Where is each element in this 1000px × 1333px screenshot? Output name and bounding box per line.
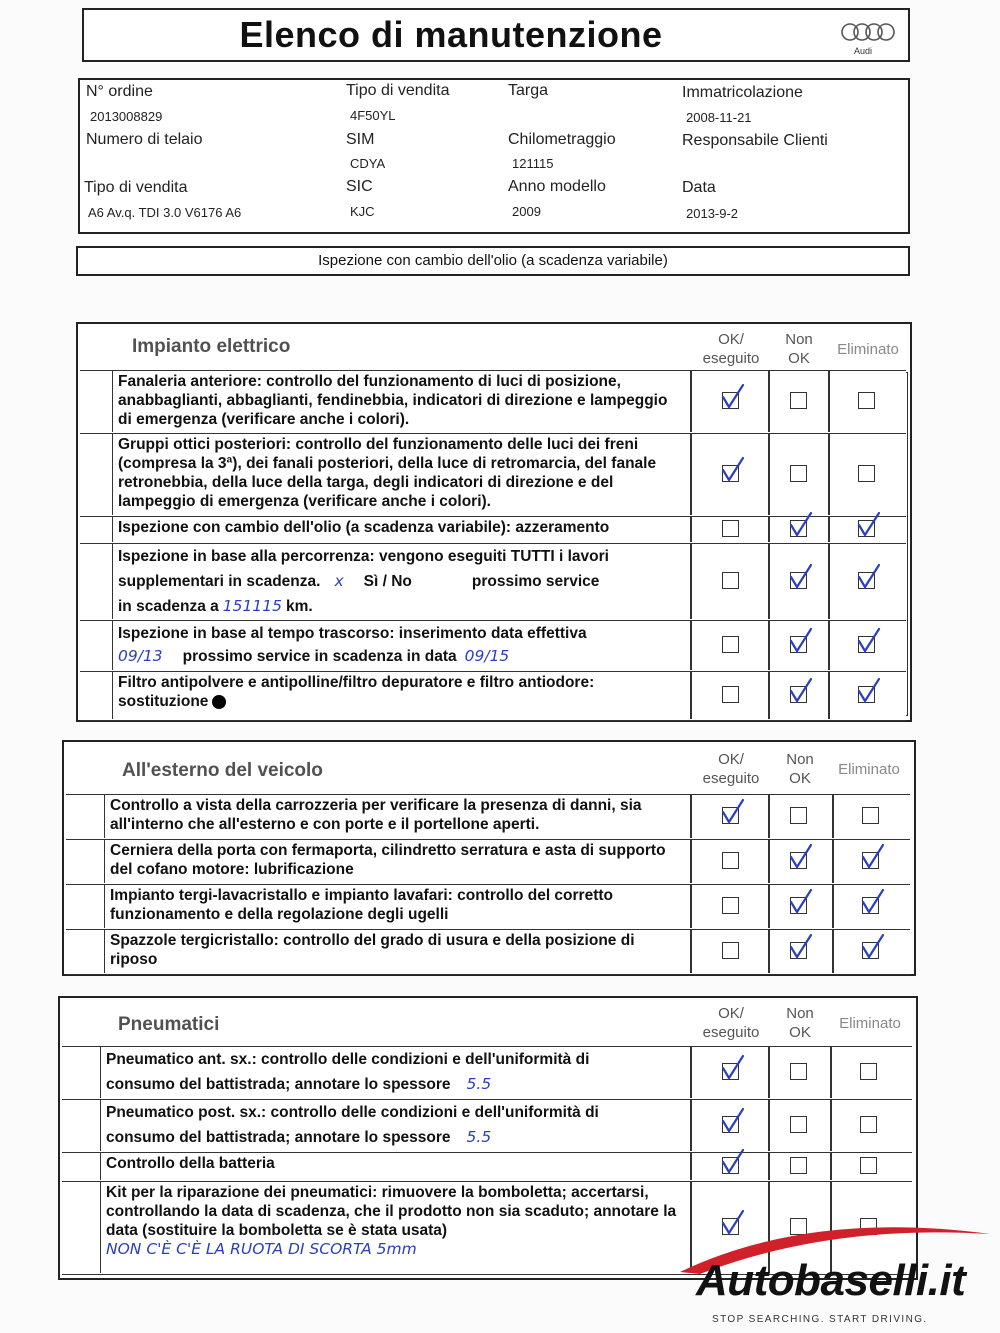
checkbox-elim[interactable] (862, 897, 879, 914)
row-text: consumo del battistrada; annotare lo spessore (106, 1129, 451, 1146)
row-line (118, 569, 684, 594)
column-divider (832, 884, 834, 928)
col-ok-header: OK/ eseguito (702, 331, 760, 367)
checkbox-ok[interactable] (722, 686, 739, 703)
row-gutter (80, 433, 113, 515)
checkbox-elim[interactable] (858, 392, 875, 409)
column-divider (768, 620, 770, 670)
row-gutter (66, 929, 105, 973)
row-gutter (62, 1181, 101, 1273)
column-divider (830, 1099, 832, 1151)
checkbox-ok[interactable] (722, 1116, 739, 1133)
data-label: Data (682, 179, 716, 196)
row-line (118, 594, 684, 619)
row-gutter (66, 794, 105, 838)
row-text: Spazzole tergicristallo: controllo del grado di usura e della posizione di riposo (110, 932, 635, 968)
handwritten-check-icon (789, 565, 815, 591)
checkbox-nonok[interactable] (790, 897, 807, 914)
column-divider (828, 433, 830, 515)
checkbox-nonok[interactable] (790, 572, 807, 589)
column-divider (768, 794, 770, 838)
audi-logo-text: Audi (853, 46, 872, 56)
anno-label: Anno modello (508, 178, 606, 195)
column-divider (768, 929, 770, 973)
checkbox-nonok[interactable] (790, 392, 807, 409)
inspection-type-box: Ispezione con cambio dell'olio (a scadenza variabile) (76, 246, 910, 276)
column-divider (828, 671, 830, 719)
col-nonok-header: Non OK (785, 331, 813, 367)
row-gutter (62, 1099, 101, 1151)
handwritten-check-icon (721, 458, 747, 484)
row-description (118, 435, 684, 511)
handwritten-km: 151115 (222, 597, 282, 615)
checkbox-elim[interactable] (858, 572, 875, 589)
column-divider (690, 1099, 692, 1151)
handwritten-check-icon (789, 845, 815, 871)
checkbox-ok[interactable] (722, 392, 739, 409)
handwritten-check-icon (789, 679, 815, 705)
checkbox-elim[interactable] (862, 942, 879, 959)
col-elim-header: Eliminato (838, 761, 900, 778)
checkbox-ok[interactable] (722, 852, 739, 869)
row-description (118, 545, 684, 619)
checkbox-ok[interactable] (722, 465, 739, 482)
row-description (110, 841, 684, 879)
row-text: prossimo service in scadenza in data (182, 648, 457, 665)
row-line (118, 645, 684, 668)
ordine-label: N° ordine (86, 83, 153, 100)
sim-value: CDYA (350, 156, 386, 171)
vehicle-info-table (78, 78, 910, 234)
checkbox-nonok[interactable] (790, 1063, 807, 1080)
row-text: Gruppi ottici posteriori: controllo del funzionamento delle luci dei freni (compresa la 3ª), dei fanali posteriori, della luce di retromarcia, del fanale retronebbia, della luce della targa, degli indicatori di direzione e del lampeggio di emergenza (verificare anche i colori). (118, 436, 657, 510)
col-elim-header: Eliminato (839, 1015, 901, 1032)
row-text: Controllo della batteria (106, 1155, 275, 1172)
handwritten-thickness: 5.5 (466, 1128, 492, 1146)
responsabile-label: Responsabile Clienti (682, 132, 828, 149)
row-text: Sì / No (363, 573, 412, 590)
row-text: consumo del battistrada; annotare lo spessore (106, 1076, 451, 1093)
handwritten-check-icon (721, 1150, 747, 1176)
km-label: Chilometraggio (508, 131, 616, 148)
column-divider (768, 433, 770, 515)
checkbox-nonok[interactable] (790, 807, 807, 824)
checkbox-elim[interactable] (858, 686, 875, 703)
immatricolazione-value: 2008-11-21 (686, 110, 752, 125)
row-description (110, 886, 684, 924)
handwritten-date: 09/15 (464, 647, 510, 665)
checkbox-elim[interactable] (860, 1157, 877, 1174)
column-divider (768, 1152, 770, 1180)
checkbox-ok[interactable] (722, 807, 739, 824)
row-text: Cerniera della porta con fermaporta, cilindretto serratura e asta di supporto del cofano motore: lubrificazione (110, 842, 666, 878)
checkbox-elim[interactable] (858, 520, 875, 537)
data-value: 2013-9-2 (686, 206, 739, 221)
column-divider (690, 620, 692, 670)
row-line: Ispezione in base al tempo trascorso: inserimento data effettiva (118, 625, 587, 642)
column-divider (832, 839, 834, 883)
handwritten-check-icon (857, 629, 883, 655)
column-divider (768, 671, 770, 719)
handwritten-check-icon (857, 565, 883, 591)
checkbox-ok[interactable] (722, 636, 739, 653)
targa-label: Targa (508, 82, 549, 99)
tipo-value: 4F50YL (350, 108, 396, 123)
section-title: Impianto elettrico (132, 336, 291, 357)
row-gutter (66, 839, 105, 883)
section-title: All'esterno del veicolo (122, 760, 323, 781)
bullet-dot-icon (212, 695, 226, 709)
handwritten-note: NON C'È C'È LA RUOTA DI SCORTA 5mm (106, 1240, 417, 1258)
sic-label: SIC (346, 178, 373, 195)
tipo2-label: Tipo di vendita (84, 179, 188, 196)
col-ok-header: OK/ eseguito (702, 1005, 760, 1041)
handwritten-check-icon (861, 890, 887, 916)
checkbox-ok[interactable] (722, 942, 739, 959)
column-divider (690, 794, 692, 838)
column-divider (828, 543, 830, 619)
row-description (106, 1183, 684, 1259)
ordine-value: 2013008829 (90, 109, 163, 124)
tipo-label: Tipo di vendita (346, 82, 450, 99)
column-divider (768, 543, 770, 619)
handwritten-check-icon (721, 385, 747, 411)
column-divider (690, 1152, 692, 1180)
checkbox-ok[interactable] (722, 1157, 739, 1174)
handwritten-check-icon (857, 513, 883, 539)
handwritten-check-icon (721, 1056, 747, 1082)
handwritten-check-icon (861, 935, 887, 961)
immatricolazione-label: Immatricolazione (682, 84, 803, 101)
column-divider (690, 516, 692, 542)
col-nonok-header: Non OK (786, 1005, 814, 1041)
column-divider (828, 620, 830, 670)
checkbox-ok[interactable] (722, 520, 739, 537)
checkbox-nonok[interactable] (790, 1157, 807, 1174)
column-divider (690, 929, 692, 973)
row-gutter (66, 884, 105, 928)
column-divider (690, 370, 692, 432)
row-text: Impianto tergi-lavacristallo e impianto lavafari: controllo del corretto funzionamento e della regolazione degli ugelli (110, 887, 613, 923)
column-divider (690, 671, 692, 719)
checkbox-elim[interactable] (860, 1116, 877, 1133)
row-description (110, 931, 684, 969)
row-gutter (80, 516, 113, 542)
title-box (82, 8, 910, 62)
row-line: Ispezione in base alla percorrenza: vengono eseguiti TUTTI i lavori (118, 548, 609, 565)
sim-label: SIM (346, 131, 375, 148)
checkbox-nonok[interactable] (790, 1116, 807, 1133)
row-description (106, 1101, 684, 1150)
row-text: Ispezione con cambio dell'olio (a scadenza variabile): azzeramento (118, 519, 610, 536)
row-description (118, 372, 684, 429)
checkbox-elim[interactable] (860, 1063, 877, 1080)
column-divider (768, 1046, 770, 1098)
column-divider (828, 516, 830, 542)
tipo2-value: A6 Av.q. TDI 3.0 V6176 A6 (88, 205, 242, 220)
checkbox-nonok[interactable] (790, 852, 807, 869)
row-gutter (80, 543, 113, 619)
column-divider (768, 370, 770, 432)
column-divider (828, 370, 830, 432)
col-ok-header: OK/ eseguito (702, 751, 760, 787)
handwritten-thickness: 5.5 (466, 1075, 492, 1093)
checkbox-ok[interactable] (722, 1063, 739, 1080)
checkbox-nonok[interactable] (790, 636, 807, 653)
autobaselli-tagline: STOP SEARCHING. START DRIVING. (712, 1314, 928, 1325)
handwritten-check-icon (721, 1109, 747, 1135)
handwritten-check-icon (789, 629, 815, 655)
row-line (106, 1125, 684, 1150)
checkbox-elim[interactable] (858, 636, 875, 653)
row-description (106, 1154, 684, 1173)
anno-value: 2009 (512, 204, 541, 219)
checkbox-nonok[interactable] (790, 520, 807, 537)
row-text: Fanaleria anteriore: controllo del funzionamento di luci di posizione, anabbaglianti, abbaglianti, fendinebbia, indicatori di direzione e lampeggio di emergenza (verificare anche i colori). (118, 373, 668, 428)
row-description (118, 518, 684, 537)
row-gutter (80, 671, 113, 719)
row-description (110, 796, 684, 834)
page-title: Elenco di manutenzione (239, 14, 663, 55)
km-value: 121115 (512, 156, 554, 171)
handwritten-x: x (334, 572, 344, 590)
row-description (106, 1048, 684, 1097)
row-description (118, 622, 684, 668)
row-text: supplementari in scadenza. (118, 573, 321, 590)
checkbox-ok[interactable] (722, 897, 739, 914)
checkbox-elim[interactable] (862, 807, 879, 824)
row-text: prossimo service (471, 573, 600, 590)
handwritten-check-icon (789, 513, 815, 539)
handwritten-check-icon (789, 890, 815, 916)
column-divider (830, 1152, 832, 1180)
row-text: km. (285, 598, 313, 615)
checkbox-nonok[interactable] (790, 465, 807, 482)
column-divider (690, 839, 692, 883)
row-line: Pneumatico ant. sx.: controllo delle condizioni e dell'uniformità di (106, 1051, 590, 1068)
column-divider (768, 839, 770, 883)
col-nonok-header: Non OK (786, 751, 814, 787)
handwritten-check-icon (721, 800, 747, 826)
column-divider (832, 929, 834, 973)
column-divider (830, 1046, 832, 1098)
row-gutter (80, 620, 113, 670)
row-gutter (62, 1152, 101, 1180)
column-divider (768, 884, 770, 928)
row-description (118, 673, 684, 711)
handwritten-check-icon (861, 845, 887, 871)
row-text: Filtro antipolvere e antipolline/filtro depuratore e filtro antiodore: sostituzione (118, 674, 595, 710)
checkbox-nonok[interactable] (790, 686, 807, 703)
column-divider (690, 1046, 692, 1098)
telaio-label: Numero di telaio (86, 131, 203, 148)
column-divider (690, 884, 692, 928)
column-divider (690, 543, 692, 619)
checkbox-ok[interactable] (722, 572, 739, 589)
row-gutter (62, 1046, 101, 1098)
sic-value: KJC (350, 204, 375, 219)
column-divider (832, 794, 834, 838)
checkbox-elim[interactable] (858, 465, 875, 482)
column-divider (690, 433, 692, 515)
autobaselli-brand: Autobaselli.it (696, 1256, 966, 1305)
column-divider (768, 1099, 770, 1151)
handwritten-check-icon (857, 679, 883, 705)
handwritten-date: 09/13 (118, 647, 163, 665)
col-elim-header: Eliminato (837, 341, 899, 358)
handwritten-check-icon (789, 935, 815, 961)
section-title: Pneumatici (118, 1014, 220, 1035)
row-line (106, 1072, 684, 1097)
checkbox-nonok[interactable] (790, 942, 807, 959)
row-text: Kit per la riparazione dei pneumatici: rimuovere la bomboletta; accertarsi, controllando la data di scadenza, che il prodotto non sia scaduto; annotare la data (sostituire la bomboletta se è stata usata) (106, 1184, 677, 1239)
row-text: Controllo a vista della carrozzeria per verificare la presenza di danni, sia all'interno che all'esterno e con porte e il portellone aperti. (110, 797, 642, 833)
checkbox-elim[interactable] (862, 852, 879, 869)
row-line: Pneumatico post. sx.: controllo delle condizioni e dell'uniformità di (106, 1104, 599, 1121)
row-text: in scadenza a (118, 598, 219, 615)
column-divider (768, 516, 770, 542)
row-gutter (80, 370, 113, 432)
